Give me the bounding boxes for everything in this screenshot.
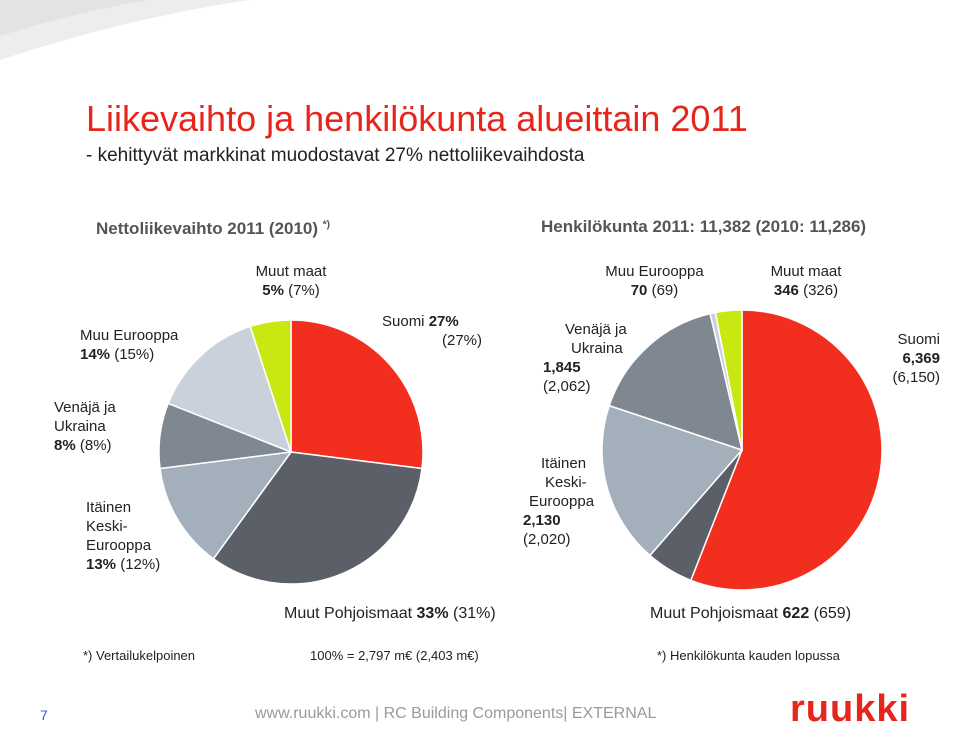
footer-site-text: www.ruukki.com | RC Building Components| EXTERNAL — [255, 705, 657, 722]
ruukki-logo — [790, 690, 958, 731]
ruukki-logo-icon — [790, 690, 958, 726]
right-label-muut-pohjoismaat: Muut Pohjoismaat 622 (659) — [650, 605, 852, 622]
page-subtitle: - kehittyvät markkinat muodostavat 27% nettoliikevaihdosta — [86, 145, 585, 166]
left-label-muut-pohjoismaat: Muut Pohjoismaat 33% (31%) — [284, 605, 496, 622]
right-label-muu-eurooppa: Muu Eurooppa 70 (69) — [605, 263, 704, 299]
right-chart-title: Henkilökunta 2011: 11,382 (2010: 11,286) — [541, 217, 867, 236]
left-label-itainen: Itäinen Keski- Eurooppa 13% (12%) — [86, 499, 161, 573]
right-pie — [602, 310, 882, 590]
page-title: Liikevaihto ja henkilökunta alueittain 2011 — [86, 98, 748, 139]
left-label-venaja: Venäjä ja Ukraina 8% (8%) — [54, 399, 116, 454]
right-label-venaja: Venäjä ja Ukraina 1,845 (2,062) — [543, 321, 627, 395]
left-pie — [159, 320, 423, 584]
right-label-muut-maat: Muut maat 346 (326) — [770, 263, 842, 299]
right-label-suomi: Suomi 6,369 (6,150) — [892, 331, 940, 386]
left-label-muut-maat: Muut maat 5% (7%) — [255, 263, 327, 299]
right-label-itainen: Itäinen Keski- Eurooppa 2,130 (2,020) — [523, 455, 595, 548]
page-number: 7 — [40, 707, 48, 723]
left-footnote: *) Vertailukelpoinen — [83, 648, 196, 663]
left-chart-title: Nettoliikevaihto 2011 (2010) *) — [96, 219, 331, 238]
total-note: 100% = 2,797 m€ (2,403 m€) — [310, 648, 479, 663]
right-footnote: *) Henkilökunta kauden lopussa — [657, 648, 840, 663]
left-label-suomi: Suomi 27% (27%) — [382, 313, 482, 349]
svg-text:ruukki: ruukki — [790, 690, 911, 726]
left-label-muu-eurooppa: Muu Eurooppa 14% (15%) — [80, 327, 179, 363]
